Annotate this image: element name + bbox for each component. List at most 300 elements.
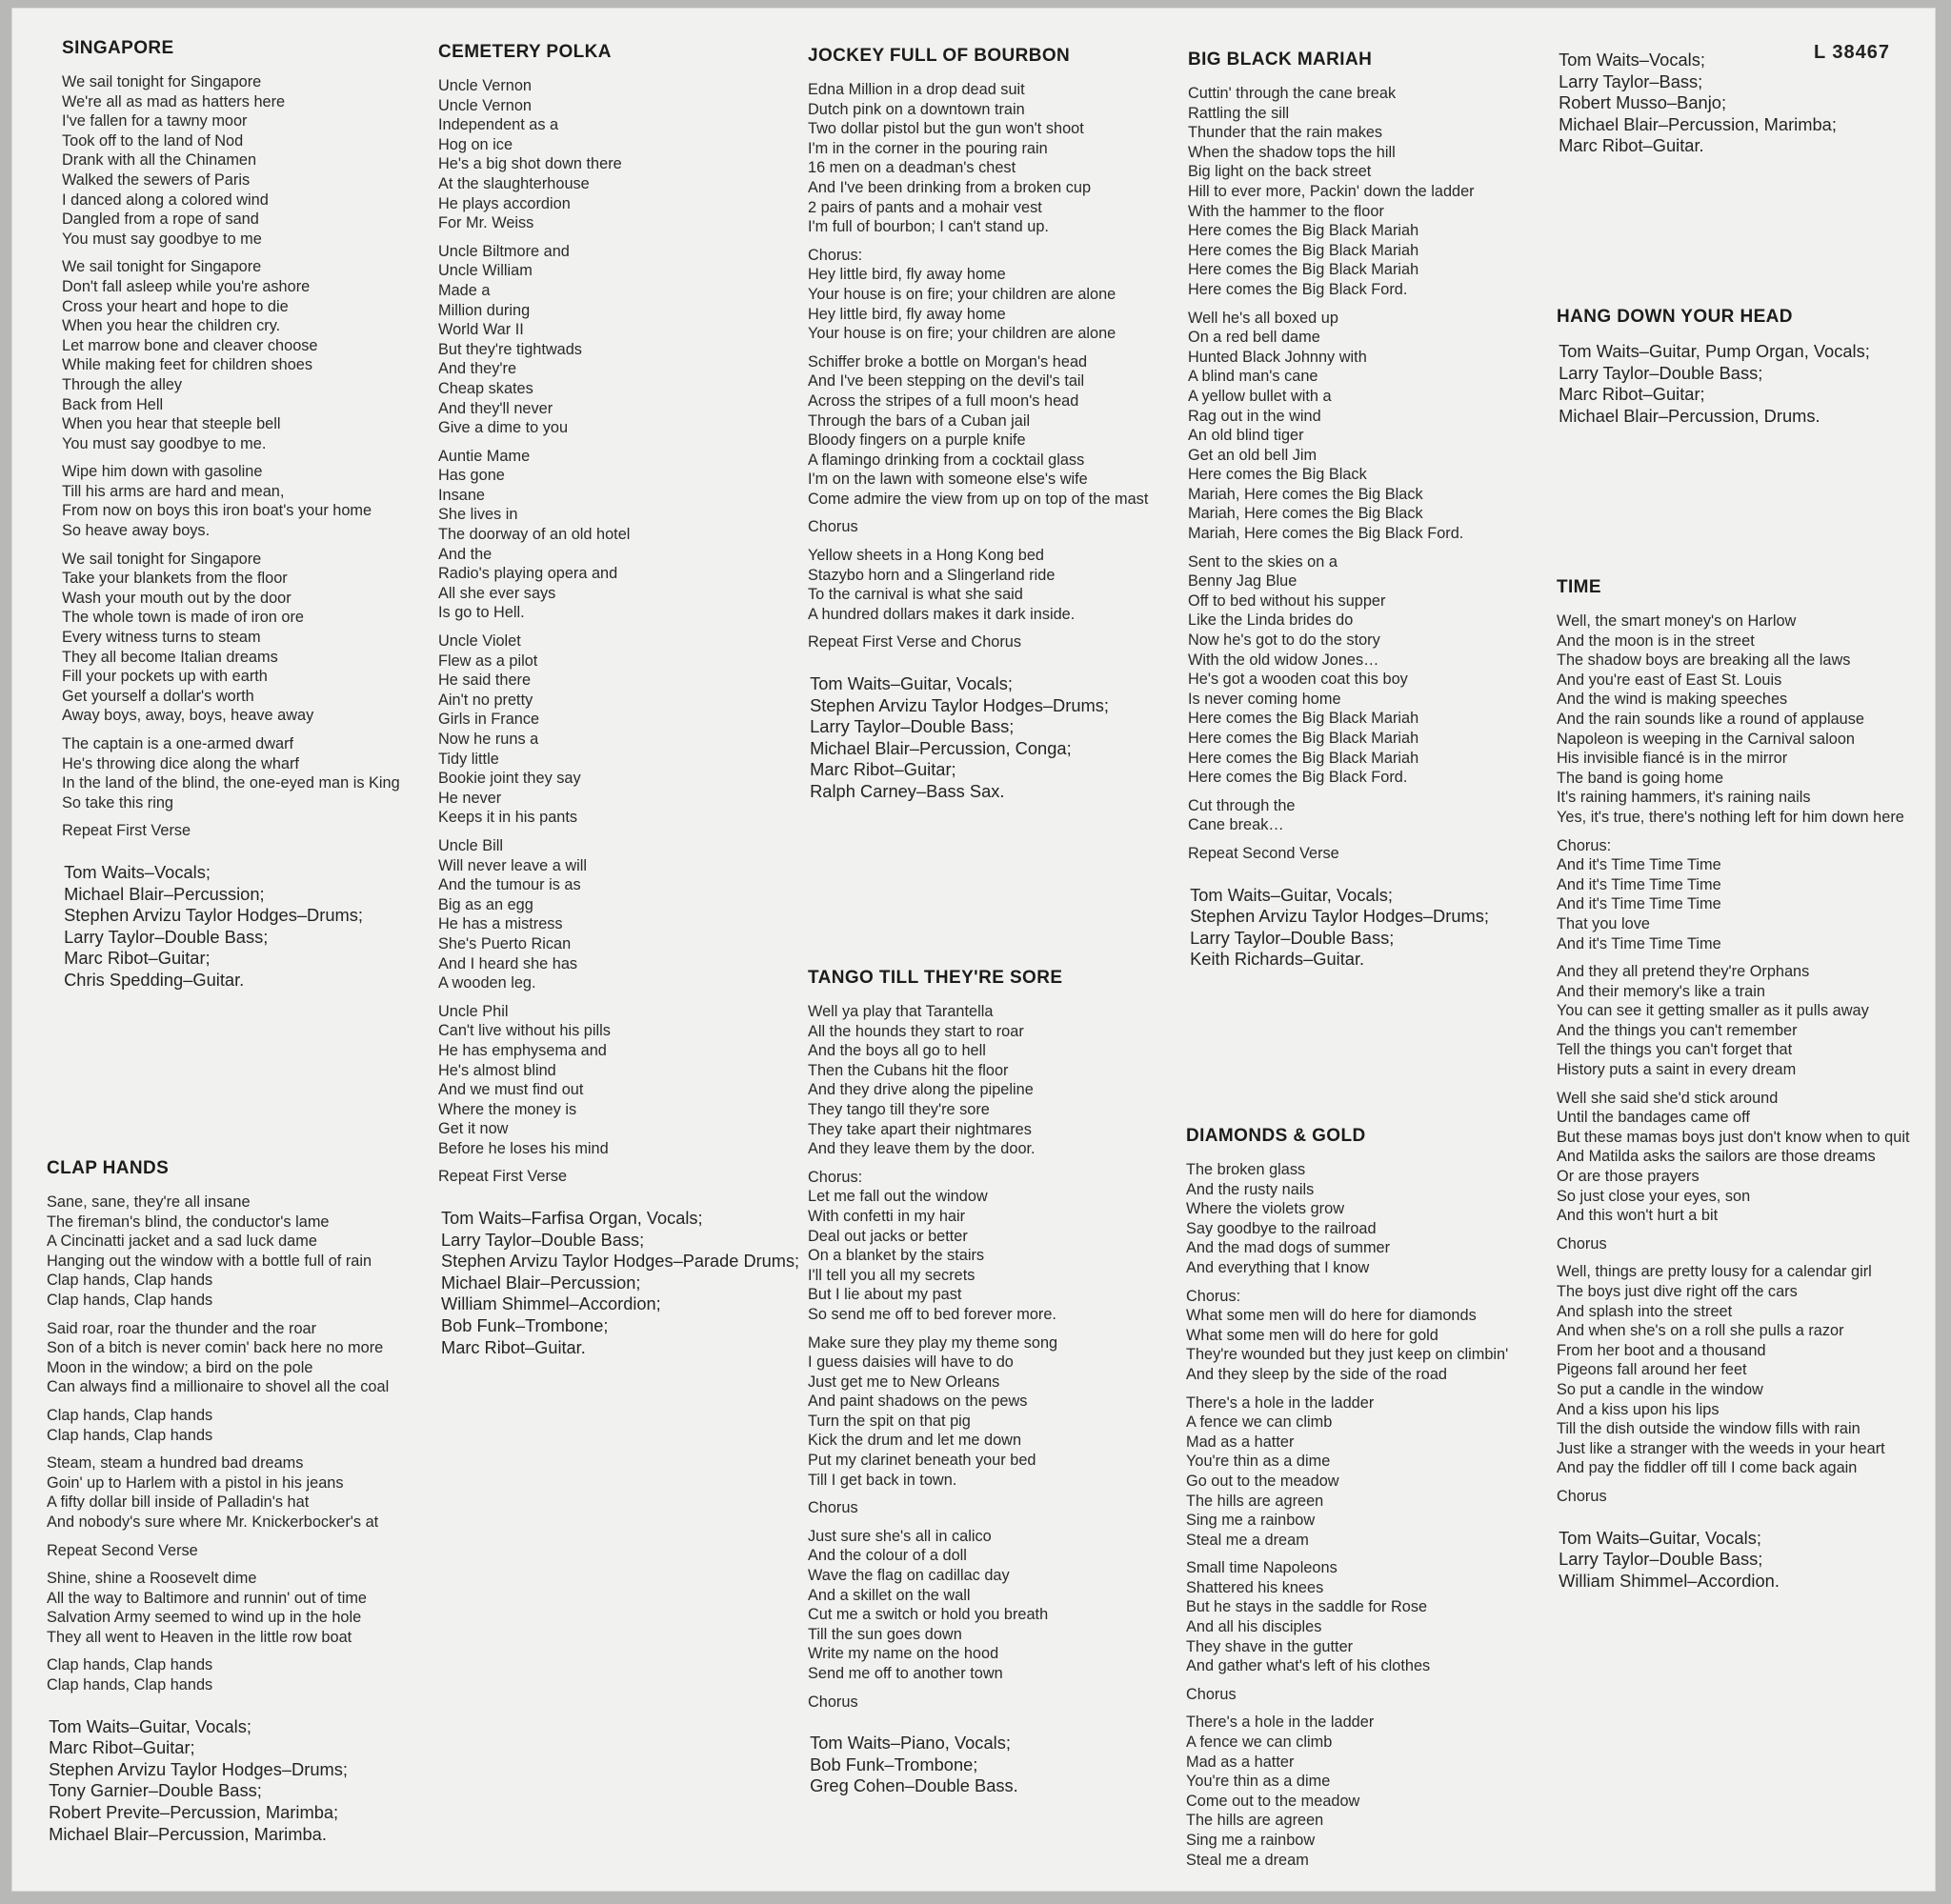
credit-line: Larry Taylor–Bass; <box>1559 70 1703 91</box>
musician-credits <box>1559 1528 1917 1593</box>
musician-credits <box>49 1716 407 1846</box>
lyric-line: Said roar, roar the thunder and the roar <box>47 1319 317 1337</box>
musician-credits <box>1559 50 1917 157</box>
lyric-line: Uncle Bill <box>438 836 504 854</box>
credit-line: Michael Blair–Percussion; <box>441 1272 641 1293</box>
lyric-stanza <box>438 836 796 993</box>
lyric-line: Moon in the window; a bird on the pole <box>47 1358 313 1376</box>
lyric-line: Goin' up to Harlem with a pistol in his jeans <box>47 1473 344 1492</box>
lyric-line: History puts a saint in every dream <box>1557 1061 1797 1079</box>
song-title: CLAP HANDS <box>47 1158 170 1178</box>
lyric-line: And Matilda asks the sailors are those dreams <box>1557 1148 1876 1166</box>
lyric-line: And they drive along the pipeline <box>808 1081 1034 1099</box>
lyric-line: They all become Italian dreams <box>62 648 278 666</box>
lyric-stanza <box>808 517 1166 537</box>
lyric-line: Is go to Hell. <box>438 604 525 622</box>
lyric-line: Mad as a hatter <box>1186 1433 1295 1451</box>
lyric-line: They take apart their nightmares <box>808 1120 1032 1138</box>
song-title: CEMETERY POLKA <box>438 42 612 62</box>
lyric-stanza <box>1188 309 1546 544</box>
lyric-line: Schiffer broke a bottle on Morgan's head <box>808 352 1088 371</box>
lyric-stanza <box>1186 1287 1544 1385</box>
lyric-line: Chorus: <box>808 246 863 264</box>
lyric-line: Sent to the skies on a <box>1188 552 1338 571</box>
lyric-line: And the rain sounds like a round of applause <box>1557 710 1864 728</box>
lyric-line: In the land of the blind, the one-eyed man is King <box>62 774 400 792</box>
lyric-line: Get it now <box>438 1120 509 1138</box>
lyric-line: She lives in <box>438 506 518 524</box>
catalog-number: L 38467 <box>1813 42 1890 63</box>
lyric-line: There's a hole in the ladder <box>1186 1393 1375 1412</box>
lyric-line: And they're <box>438 360 517 378</box>
lyric-line: Here comes the Big Black Mariah <box>1188 261 1419 279</box>
lyric-line: Took off to the land of Nod <box>62 131 244 150</box>
lyric-line: Thunder that the rain makes <box>1188 124 1383 142</box>
song-title: SINGAPORE <box>62 38 174 58</box>
lyric-line: Till the sun goes down <box>808 1625 962 1643</box>
lyric-line: Clap hands, Clap hands <box>47 1656 213 1674</box>
lyric-line: Independent as a <box>438 116 559 134</box>
lyric-stanza <box>62 462 420 540</box>
credit-line: Tony Garnier–Double Bass; <box>49 1780 262 1801</box>
lyric-line: Through the bars of a Cuban jail <box>808 411 1031 430</box>
lyric-line: Steal me a dream <box>1186 1531 1309 1549</box>
credit-line: Larry Taylor–Double Bass; <box>441 1229 645 1250</box>
lyric-line: And it's Time Time Time <box>1557 934 1721 952</box>
lyric-line: Hill to ever more, Packin' down the ladder <box>1188 182 1475 200</box>
lyric-line: Hey little bird, fly away home <box>808 305 1006 323</box>
credit-line: Keith Richards–Guitar. <box>1190 949 1365 970</box>
credit-line: Tom Waits–Guitar, Vocals; <box>1190 884 1393 905</box>
column-4 <box>1188 8 1550 1892</box>
lyric-stanza <box>62 550 420 726</box>
lyric-line: Clap hands, Clap hands <box>47 1426 213 1444</box>
lyric-line: 16 men on a deadman's chest <box>808 159 1016 177</box>
lyric-line: I'm on the lawn with someone else's wife <box>808 471 1088 489</box>
lyric-stanza <box>808 1333 1166 1491</box>
lyric-line: They tango till they're sore <box>808 1100 990 1118</box>
lyric-line: Deal out jacks or better <box>808 1227 968 1245</box>
lyric-line: And the moon is in the street <box>1557 631 1755 650</box>
lyric-line: All the hounds they start to roar <box>808 1022 1024 1040</box>
song-tango-till-theyre-sore <box>808 968 1170 1797</box>
credit-line: Marc Ribot–Guitar. <box>1559 135 1704 156</box>
lyric-line: Or are those prayers <box>1557 1168 1700 1186</box>
lyric-line: A flamingo drinking from a cocktail glass <box>808 451 1085 469</box>
lyric-line: Shine, shine a Roosevelt dime <box>47 1570 257 1588</box>
lyric-stanza <box>1186 1558 1544 1676</box>
lyric-stanza <box>1557 1089 1915 1226</box>
lyric-line: Uncle William <box>438 262 533 280</box>
lyric-line: Put my clarinet beneath your bed <box>808 1452 1036 1470</box>
lyric-line: And the mad dogs of summer <box>1186 1239 1391 1257</box>
credit-line: Tom Waits–Guitar, Pump Organ, Vocals; <box>1559 341 1870 361</box>
lyric-line: Uncle Biltmore and <box>438 242 570 260</box>
lyric-line: Is never coming home <box>1188 690 1341 708</box>
lyric-line: And it's Time Time Time <box>1557 895 1721 913</box>
lyric-stanza <box>808 1498 1166 1518</box>
lyric-stanza <box>47 1453 405 1532</box>
lyric-line: He's a big shot down there <box>438 155 622 173</box>
lyric-line: What some men will do here for gold <box>1186 1326 1438 1344</box>
lyric-line: Come admire the view from up on top of the mast <box>808 490 1149 508</box>
lyric-line: The whole town is made of iron ore <box>62 609 304 627</box>
lyric-line: Made a <box>438 281 491 299</box>
lyric-line: At the slaughterhouse <box>438 174 590 192</box>
lyric-line: A fence we can climb <box>1186 1413 1333 1432</box>
lyric-line: The broken glass <box>1186 1161 1306 1178</box>
lyric-line: Kick the drum and let me down <box>808 1432 1022 1450</box>
lyric-line: Mad as a hatter <box>1186 1753 1295 1771</box>
lyric-line: Chorus <box>808 518 858 536</box>
song-title: TIME <box>1557 577 1601 597</box>
lyric-line: Pigeons fall around her feet <box>1557 1361 1747 1379</box>
lyric-line: Son of a bitch is never comin' back here no more <box>47 1339 384 1357</box>
song-big-black-mariah <box>1188 50 1550 971</box>
lyric-line: Well, things are pretty lousy for a calendar girl <box>1557 1263 1872 1281</box>
lyric-line: Repeat Second Verse <box>1188 844 1339 862</box>
lyric-line: And the rusty nails <box>1186 1180 1315 1198</box>
lyric-line: Yes, it's true, there's nothing left for him down here <box>1557 808 1904 826</box>
lyric-line: Girls in France <box>438 711 540 729</box>
lyric-line: Small time Napoleons <box>1186 1559 1338 1577</box>
lyric-line: Rattling the sill <box>1188 104 1290 122</box>
lyric-stanza <box>1557 1487 1915 1507</box>
lyric-line: Let marrow bone and cleaver choose <box>62 336 318 354</box>
lyric-line: On a red bell dame <box>1188 329 1320 347</box>
lyric-line: Clap hands, Clap hands <box>47 1272 213 1290</box>
lyric-line: But these mamas boys just don't know when to quit <box>1557 1128 1910 1146</box>
lyric-line: And they leave them by the door. <box>808 1140 1036 1158</box>
lyric-line: Hey little bird, fly away home <box>808 266 1006 284</box>
credit-line: Stephen Arvizu Taylor Hodges–Drums; <box>49 1758 349 1779</box>
lyric-line: Here comes the Big Black Ford. <box>1188 769 1408 787</box>
lyric-line: Stazybo horn and a Slingerland ride <box>808 566 1056 584</box>
lyric-line: He's almost blind <box>438 1061 556 1079</box>
lyric-line: Here comes the Big Black Mariah <box>1188 710 1419 728</box>
lyric-line: Until the bandages came off <box>1557 1109 1750 1127</box>
lyric-sheet <box>11 8 1936 1892</box>
musician-credits <box>810 1733 1168 1797</box>
lyric-line: Well he's all boxed up <box>1188 309 1338 327</box>
lyric-line: Send me off to another town <box>808 1665 1003 1682</box>
credit-line: Larry Taylor–Double Bass; <box>1190 927 1395 948</box>
lyric-line: And when she's on a roll she pulls a razor <box>1557 1322 1844 1340</box>
lyric-stanza <box>62 257 420 453</box>
song-jockey-full-of-bourbon <box>808 46 1170 803</box>
lyric-line: And gather what's left of his clothes <box>1186 1657 1431 1675</box>
credit-line: Bob Funk–Trombone; <box>441 1315 609 1336</box>
lyric-stanza <box>1186 1685 1544 1705</box>
lyric-line: He has a mistress <box>438 915 563 933</box>
lyric-line: Here comes the Big Black <box>1188 466 1367 484</box>
lyric-line: Across the stripes of a full moon's head <box>808 391 1079 410</box>
lyric-line: His invisible fiancé is in the mirror <box>1557 750 1788 768</box>
lyric-line: Repeat First Verse <box>438 1168 568 1186</box>
lyric-line: The fireman's blind, the conductor's lame <box>47 1213 330 1231</box>
lyric-line: And it's Time Time Time <box>1557 856 1721 874</box>
lyric-stanza <box>1186 1713 1544 1870</box>
lyric-line: Fill your pockets up with earth <box>62 668 268 686</box>
lyric-line: And we must find out <box>438 1081 584 1099</box>
lyric-stanza <box>808 1168 1166 1325</box>
lyric-line: I've fallen for a tawny moor <box>62 112 248 130</box>
lyric-line: You must say goodbye to me <box>62 230 262 248</box>
lyric-stanza <box>438 242 796 438</box>
lyric-line: He plays accordion <box>438 194 571 212</box>
lyric-line: And their memory's like a train <box>1557 982 1765 1000</box>
lyric-line: Chorus: <box>1186 1287 1241 1305</box>
lyric-line: Sing me a rainbow <box>1186 1832 1316 1849</box>
lyric-line: Sane, sane, they're all insane <box>47 1193 251 1211</box>
lyric-line: Till I get back in town. <box>808 1471 957 1489</box>
musician-credits <box>64 862 422 992</box>
lyric-line: Let me fall out the window <box>808 1188 988 1206</box>
lyric-stanza <box>438 1002 796 1159</box>
lyric-line: Steal me a dream <box>1186 1851 1309 1869</box>
credit-line: Robert Musso–Banjo; <box>1559 92 1727 113</box>
lyric-line: Here comes the Big Black Ford. <box>1188 280 1408 298</box>
lyric-line: You're thin as a dime <box>1186 1453 1331 1471</box>
lyric-line: When you hear the children cry. <box>62 317 281 335</box>
lyric-line: Insane <box>438 486 486 504</box>
lyric-line: To the carnival is what she said <box>808 586 1023 604</box>
lyric-line: And the things you can't remember <box>1557 1021 1798 1039</box>
credit-line: Michael Blair–Percussion, Marimba. <box>49 1823 327 1844</box>
credit-line: Michael Blair–Percussion, Drums. <box>1559 405 1820 426</box>
lyric-line: Sing me a rainbow <box>1186 1512 1316 1530</box>
lyric-line: Till the dish outside the window fills with rain <box>1557 1420 1860 1438</box>
lyric-line: Flew as a pilot <box>438 651 538 670</box>
lyric-stanza <box>1557 1234 1915 1254</box>
lyric-line: He's got a wooden coat this boy <box>1188 671 1408 689</box>
lyric-line: So take this ring <box>62 793 174 812</box>
song-hang-down-your-head <box>1557 307 1919 427</box>
musician-credits <box>1190 885 1548 971</box>
lyric-line: The hills are agreen <box>1186 1492 1324 1510</box>
lyric-line: And you're east of East St. Louis <box>1557 671 1782 689</box>
lyric-line: Has gone <box>438 467 505 485</box>
lyric-line: Bookie joint they say <box>438 770 581 788</box>
lyric-line: Cane break… <box>1188 816 1284 834</box>
lyric-line: Cut through the <box>1188 796 1296 814</box>
lyric-line: Tell the things you can't forget that <box>1557 1041 1793 1059</box>
lyric-line: Tidy little <box>438 750 499 768</box>
lyric-stanza <box>438 447 796 623</box>
lyric-line: The captain is a one-armed dwarf <box>62 735 294 752</box>
lyric-stanza <box>1557 962 1915 1080</box>
lyric-stanza <box>1557 611 1915 828</box>
lyric-line: Clap hands, Clap hands <box>47 1406 213 1424</box>
lyric-line: Through the alley <box>62 375 183 393</box>
musician-credits <box>810 673 1168 803</box>
lyric-line: A Cincinatti jacket and a sad luck dame <box>47 1233 317 1251</box>
lyric-line: And a skillet on the wall <box>808 1586 971 1604</box>
lyric-line: Well she said she'd stick around <box>1557 1089 1779 1107</box>
lyric-line: Your house is on fire; your children are alone <box>808 325 1116 343</box>
lyric-line: Hog on ice <box>438 135 513 153</box>
lyric-line: Give a dime to you <box>438 419 569 437</box>
credit-line: Tom Waits–Guitar, Vocals; <box>1559 1527 1761 1548</box>
lyric-line: Now he runs a <box>438 731 539 748</box>
credit-line: Marc Ribot–Guitar; <box>64 948 211 969</box>
lyric-line: While making feet for children shoes <box>62 356 313 374</box>
lyric-line: Yellow sheets in a Hong Kong bed <box>808 547 1044 565</box>
lyric-stanza <box>62 734 420 812</box>
lyric-line: Big light on the back street <box>1188 163 1372 181</box>
lyric-line: Mariah, Here comes the Big Black <box>1188 505 1423 523</box>
lyric-line: We sail tonight for Singapore <box>62 73 262 90</box>
lyric-line: And all his disciples <box>1186 1618 1322 1636</box>
lyric-line: What some men will do here for diamonds <box>1186 1307 1477 1325</box>
lyric-line: Repeat First Verse <box>62 822 191 840</box>
lyric-line: Chorus <box>808 1499 858 1517</box>
lyric-line: Here comes the Big Black Mariah <box>1188 222 1419 240</box>
column-2 <box>438 8 800 1892</box>
lyric-line: So heave away boys. <box>62 522 211 540</box>
song-lineup-continued <box>1557 50 1919 157</box>
lyric-line: Come out to the meadow <box>1186 1792 1360 1810</box>
lyric-stanza <box>808 1527 1166 1684</box>
lyric-line: And nobody's sure where Mr. Knickerbocker's at <box>47 1513 379 1531</box>
lyric-line: Million during <box>438 301 531 319</box>
credit-line: Marc Ribot–Guitar; <box>810 759 956 780</box>
lyric-line: And they all pretend they're Orphans <box>1557 963 1810 981</box>
lyric-line: And the colour of a doll <box>808 1547 967 1565</box>
credit-line: Marc Ribot–Guitar; <box>49 1737 195 1758</box>
lyric-line: Uncle Vernon <box>438 77 532 94</box>
credit-line: Michael Blair–Percussion, Marimba; <box>1559 113 1837 134</box>
lyric-line: Napoleon is weeping in the Carnival saloon <box>1557 730 1855 748</box>
credit-line: Larry Taylor–Double Bass; <box>64 926 269 947</box>
lyric-line: Chorus <box>1557 1487 1607 1505</box>
lyric-line: Can always find a millionaire to shovel all the coal <box>47 1378 390 1396</box>
credit-line: Michael Blair–Percussion; <box>64 883 265 904</box>
lyric-line: Cheap skates <box>438 379 533 397</box>
lyric-line: Here comes the Big Black Mariah <box>1188 730 1419 747</box>
lyric-line: The doorway of an old hotel <box>438 526 631 544</box>
lyric-line: Say goodbye to the railroad <box>1186 1219 1377 1237</box>
lyric-line: Hunted Black Johnny with <box>1188 348 1367 366</box>
lyric-line: They're wounded but they just keep on climbin' <box>1186 1346 1509 1364</box>
lyric-line: Cross your heart and hope to die <box>62 297 289 315</box>
lyric-line: The shadow boys are breaking all the laws <box>1557 651 1851 670</box>
lyric-stanza <box>47 1319 405 1397</box>
lyric-line: They all went to Heaven in the little row boat <box>47 1628 352 1646</box>
lyric-stanza <box>1557 836 1915 954</box>
song-diamonds-and-gold <box>1186 1126 1548 1878</box>
lyric-line: We're all as mad as hatters here <box>62 92 286 110</box>
credit-line: Stephen Arvizu Taylor Hodges–Parade Drums; <box>441 1251 800 1272</box>
lyric-line: And the boys all go to hell <box>808 1042 986 1060</box>
lyric-line: He never <box>438 789 502 807</box>
lyric-line: Walked the sewers of Paris <box>62 170 251 189</box>
lyric-stanza <box>438 76 796 233</box>
lyric-line: Drank with all the Chinamen <box>62 151 257 170</box>
lyric-line: Write my name on the hood <box>808 1645 999 1663</box>
lyric-line: I danced along a colored wind <box>62 190 269 209</box>
lyric-line: Repeat First Verse and Chorus <box>808 633 1022 651</box>
lyric-line: There's a hole in the ladder <box>1186 1714 1375 1732</box>
credit-line: Tom Waits–Guitar, Vocals; <box>810 673 1013 694</box>
lyric-line: From now on boys this iron boat's your home <box>62 502 372 520</box>
lyric-line: Now he's got to do the story <box>1188 631 1380 650</box>
lyric-stanza <box>808 352 1166 510</box>
lyric-line: Back from Hell <box>62 395 164 413</box>
lyric-line: A fence we can climb <box>1186 1734 1333 1752</box>
lyric-line: And the <box>438 545 493 563</box>
lyric-line: When the shadow tops the hill <box>1188 143 1396 161</box>
lyric-line: She's Puerto Rican <box>438 934 572 952</box>
lyric-line: A yellow bullet with a <box>1188 387 1332 405</box>
lyric-line: And I've been stepping on the devil's tail <box>808 372 1085 391</box>
credit-line: Tom Waits–Vocals; <box>1559 50 1705 70</box>
lyric-line: From her boot and a thousand <box>1557 1341 1766 1359</box>
lyric-line: Then the Cubans hit the floor <box>808 1061 1009 1079</box>
credit-line: Stephen Arvizu Taylor Hodges–Drums; <box>810 694 1110 715</box>
lyric-stanza <box>808 1002 1166 1159</box>
lyric-line: With the old widow Jones… <box>1188 651 1379 669</box>
lyric-line: Before he loses his mind <box>438 1139 609 1157</box>
lyric-line: Shattered his knees <box>1186 1578 1324 1596</box>
song-title: BIG BLACK MARIAH <box>1188 50 1373 70</box>
lyric-line: Here comes the Big Black Mariah <box>1188 749 1419 767</box>
lyric-line: All she ever says <box>438 584 556 602</box>
lyric-line: Chorus <box>1186 1685 1237 1703</box>
lyric-stanza <box>1188 844 1546 864</box>
lyric-line: It's raining hammers, it's raining nails <box>1557 789 1811 807</box>
lyric-line: Go out to the meadow <box>1186 1472 1339 1490</box>
song-singapore <box>62 38 424 992</box>
lyric-line: With the hammer to the floor <box>1188 202 1384 220</box>
lyric-line: A blind man's cane <box>1188 368 1318 386</box>
lyric-line: Every witness turns to steam <box>62 629 261 647</box>
musician-credits <box>441 1208 800 1358</box>
lyric-line: Edna Million in a drop dead suit <box>808 81 1025 98</box>
lyric-line: We sail tonight for Singapore <box>62 550 262 568</box>
lyric-stanza <box>62 821 420 841</box>
lyric-line: You're thin as a dime <box>1186 1773 1331 1791</box>
lyric-line: Uncle Vernon <box>438 96 532 114</box>
credit-line: Larry Taylor–Double Bass; <box>1559 362 1763 383</box>
lyric-line: Here comes the Big Black Mariah <box>1188 241 1419 259</box>
credit-line: Larry Taylor–Double Bass; <box>810 716 1015 737</box>
lyric-line: Where the violets grow <box>1186 1200 1344 1218</box>
lyric-line: Wave the flag on cadillac day <box>808 1567 1010 1585</box>
lyric-line: A fifty dollar bill inside of Palladin's hat <box>47 1493 310 1512</box>
credit-line: Tom Waits–Farfisa Organ, Vocals; <box>441 1208 703 1229</box>
lyric-line: We sail tonight for Singapore <box>62 258 262 276</box>
lyric-line: You must say goodbye to me. <box>62 434 267 452</box>
song-title: TANGO TILL THEY'RE SORE <box>808 968 1063 988</box>
lyric-line: All the way to Baltimore and runnin' out of time <box>47 1589 368 1607</box>
lyric-stanza <box>1186 1393 1544 1551</box>
lyric-line: Where the money is <box>438 1100 577 1118</box>
lyric-line: And splash into the street <box>1557 1302 1733 1320</box>
credit-line: Bob Funk–Trombone; <box>810 1754 978 1774</box>
lyric-line: A hundred dollars makes it dark inside. <box>808 605 1076 623</box>
lyric-line: When you hear that steeple bell <box>62 415 281 433</box>
credit-line: Robert Previte–Percussion, Marimba; <box>49 1802 339 1823</box>
lyric-line: The boys just dive right off the cars <box>1557 1283 1798 1300</box>
lyric-line: And I heard she has <box>438 954 578 972</box>
lyric-line: Your house is on fire; your children are alone <box>808 285 1116 303</box>
lyric-line: Rag out in the wind <box>1188 407 1321 425</box>
lyric-stanza <box>1188 84 1546 300</box>
lyric-line: And everything that I know <box>1186 1258 1370 1276</box>
lyric-line: I'm full of bourbon; I can't stand up. <box>808 218 1049 236</box>
column-5 <box>1557 8 1919 1892</box>
